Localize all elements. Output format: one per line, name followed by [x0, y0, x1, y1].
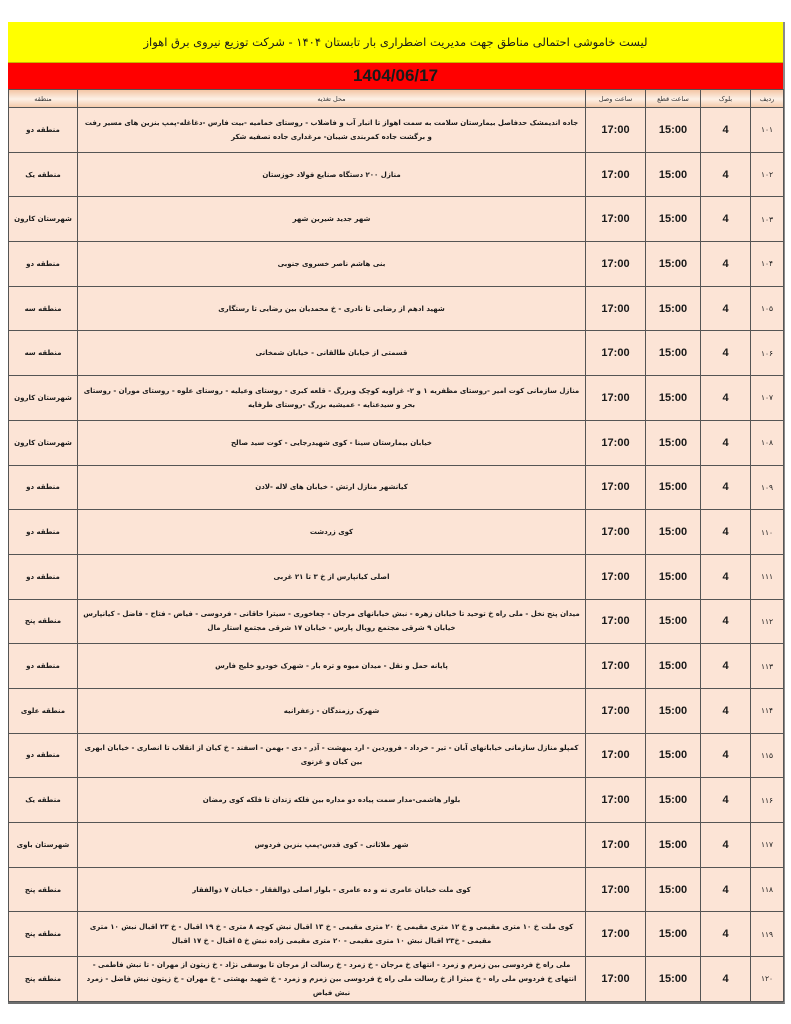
- block-cell: 4: [701, 376, 751, 421]
- region-cell: شهرستان باوی: [9, 823, 78, 868]
- table-row: [9, 465, 784, 510]
- connect-time-cell: 17:00: [586, 778, 646, 823]
- table-row: [9, 867, 784, 912]
- row-number-cell: ۱۱۵: [751, 733, 784, 778]
- location-cell: خیابان بیمارستان سینا - کوی شهیدرجایی - کوت سید صالح: [78, 420, 586, 465]
- location-cell: کوی ملت خ ۱۰ متری مقیمی و خ ۱۲ متری مقیمی خ ۲۰ متری مقیمی - خ ۱۳ اقبال نبش کوچه ۸ متری - خ ۱۹ اقبال - خ ۲۳ اقبال نبش ۱۰ متری مقیمی - خ۲۳ اقبال نبش ۱۰ متری مقیمی - ۲۰ متری مقیمی زاده نبش خ ۵ اقبال - خ ۱۷ اقبال: [78, 912, 586, 957]
- header-region: منطقه: [9, 90, 78, 108]
- cut-time-cell: 15:00: [646, 733, 701, 778]
- block-cell: 4: [701, 554, 751, 599]
- table-row: [9, 510, 784, 555]
- block-cell: 4: [701, 510, 751, 555]
- table-row: [9, 688, 784, 733]
- table-row: [9, 331, 784, 376]
- connect-time-cell: 17:00: [586, 554, 646, 599]
- region-cell: شهرستان کارون: [9, 197, 78, 242]
- region-cell: منطقه دو: [9, 733, 78, 778]
- region-cell: شهرستان کارون: [9, 420, 78, 465]
- location-cell: میدان پنج نخل - ملی راه خ توحید تا خیابان زهره - نبش خیابانهای مرجان - چغاخوری - سیترا خاقانی - فردوسی - فیاض - فتاح - فاضل - کیانپارس خیابان ۹ شرقی مجتمع رویال پارس - خیابان ۱۷ شرقی مجتمع استار مال: [78, 599, 586, 644]
- connect-time-cell: 17:00: [586, 152, 646, 197]
- region-cell: منطقه علوی: [9, 688, 78, 733]
- connect-time-cell: 17:00: [586, 733, 646, 778]
- location-cell: منازل ۲۰۰ دستگاه صنایع فولاد خوزستان: [78, 152, 586, 197]
- location-cell: شهر ملاثانی - کوی قدس-پمپ بنزین فردوس: [78, 823, 586, 868]
- cut-time-cell: 15:00: [646, 912, 701, 957]
- table-row: [9, 420, 784, 465]
- cut-time-cell: 15:00: [646, 867, 701, 912]
- table-row: [9, 733, 784, 778]
- block-cell: 4: [701, 823, 751, 868]
- row-number-cell: ۱۰۴: [751, 242, 784, 287]
- connect-time-cell: 17:00: [586, 823, 646, 868]
- row-number-cell: ۱۱۴: [751, 688, 784, 733]
- row-number-cell: ۱۰۸: [751, 420, 784, 465]
- location-cell: شهید ادهم از رضایی تا نادری - خ محمدیان بین رضایی تا رستگاری: [78, 286, 586, 331]
- table-row: [9, 286, 784, 331]
- location-cell: شهر جدید شیرین شهر: [78, 197, 586, 242]
- block-cell: 4: [701, 286, 751, 331]
- header-location: محل تغذیه: [78, 90, 586, 108]
- row-number-cell: ۱۱۳: [751, 644, 784, 689]
- row-number-cell: ۱۱۰: [751, 510, 784, 555]
- row-number-cell: ۱۱۱: [751, 554, 784, 599]
- document-title: لیست خاموشی احتمالی مناطق جهت مدیریت اضطراری بار تابستان ۱۴۰۴ - شرکت توزیع نیروی برق اهواز: [8, 22, 783, 63]
- cut-time-cell: 15:00: [646, 554, 701, 599]
- location-cell: بلوار هاشمی-مدار سمت پیاده دو مداره بین فلکه زندان تا فلکه کوی رمضان: [78, 778, 586, 823]
- location-cell: منازل سازمانی کوت امیر -روستای مظفریه ۱ و ۲- غزاویه کوچک وبزرگ - قلعه کبری - روستای وعیلیه - روستای علوه - روستای موران - روستای بحر و سیدعنایه - عمیشیه بزرگ -روستای طرفایه: [78, 376, 586, 421]
- connect-time-cell: 17:00: [586, 912, 646, 957]
- block-cell: 4: [701, 465, 751, 510]
- region-cell: منطقه پنج: [9, 867, 78, 912]
- table-row: [9, 778, 784, 823]
- cut-time-cell: 15:00: [646, 778, 701, 823]
- connect-time-cell: 17:00: [586, 197, 646, 242]
- header-row-number: ردیف: [751, 90, 784, 108]
- table-row: [9, 376, 784, 421]
- block-cell: 4: [701, 197, 751, 242]
- connect-time-cell: 17:00: [586, 465, 646, 510]
- block-cell: 4: [701, 688, 751, 733]
- row-number-cell: ۱۱۹: [751, 912, 784, 957]
- row-number-cell: ۱۱۷: [751, 823, 784, 868]
- row-number-cell: ۱۰۵: [751, 286, 784, 331]
- connect-time-cell: 17:00: [586, 644, 646, 689]
- location-cell: کوی ملت خیابان عامری نه و ده عامری - بلوار اصلی ذوالفقار - خیابان ۷ ذوالفقار: [78, 867, 586, 912]
- region-cell: منطقه دو: [9, 242, 78, 287]
- location-cell: کوی زردشت: [78, 510, 586, 555]
- block-cell: 4: [701, 644, 751, 689]
- block-cell: 4: [701, 867, 751, 912]
- region-cell: منطقه سه: [9, 286, 78, 331]
- region-cell: منطقه دو: [9, 465, 78, 510]
- table-row: [9, 912, 784, 957]
- header-cut-time: ساعت قطع: [646, 90, 701, 108]
- block-cell: 4: [701, 152, 751, 197]
- header-connect-time: ساعت وصل: [586, 90, 646, 108]
- header-block: بلوک: [701, 90, 751, 108]
- outage-schedule-sheet: [8, 22, 785, 1004]
- cut-time-cell: 15:00: [646, 957, 701, 1002]
- table-row: [9, 823, 784, 868]
- connect-time-cell: 17:00: [586, 599, 646, 644]
- connect-time-cell: 17:00: [586, 420, 646, 465]
- cut-time-cell: 15:00: [646, 197, 701, 242]
- table-row: [9, 644, 784, 689]
- region-cell: منطقه سه: [9, 331, 78, 376]
- cut-time-cell: 15:00: [646, 420, 701, 465]
- cut-time-cell: 15:00: [646, 286, 701, 331]
- block-cell: 4: [701, 957, 751, 1002]
- location-cell: پایانه حمل و نقل - میدان میوه و تره بار - شهرک خودرو خلیج فارس: [78, 644, 586, 689]
- row-number-cell: ۱۰۷: [751, 376, 784, 421]
- connect-time-cell: 17:00: [586, 688, 646, 733]
- connect-time-cell: 17:00: [586, 331, 646, 376]
- table-row: [9, 152, 784, 197]
- cut-time-cell: 15:00: [646, 688, 701, 733]
- cut-time-cell: 15:00: [646, 823, 701, 868]
- table-row: [9, 242, 784, 287]
- location-cell: اصلی کیانپارس از خ ۳ تا ۲۱ غربی: [78, 554, 586, 599]
- cut-time-cell: 15:00: [646, 242, 701, 287]
- row-number-cell: ۱۲۰: [751, 957, 784, 1002]
- table-row: [9, 108, 784, 153]
- block-cell: 4: [701, 242, 751, 287]
- block-cell: 4: [701, 912, 751, 957]
- region-cell: منطقه دو: [9, 554, 78, 599]
- row-number-cell: ۱۱۶: [751, 778, 784, 823]
- location-cell: شهرک رزمندگان - زعفرانیه: [78, 688, 586, 733]
- cut-time-cell: 15:00: [646, 331, 701, 376]
- table-body: [9, 108, 784, 1002]
- region-cell: منطقه دو: [9, 510, 78, 555]
- cut-time-cell: 15:00: [646, 108, 701, 153]
- region-cell: منطقه پنج: [9, 599, 78, 644]
- location-cell: بنی هاشم ناصر خسروی جنوبی: [78, 242, 586, 287]
- schedule-date: 1404/06/17: [8, 63, 783, 89]
- connect-time-cell: 17:00: [586, 242, 646, 287]
- row-number-cell: ۱۰۳: [751, 197, 784, 242]
- location-cell: کمپلو منازل سازمانی خیابانهای آبان - تیر - خرداد - فروردین - ارد یبهشت - آذر - دی - بهمن - اسفند - خ کیان از انقلاب تا انصاری - خیابان ابهری بین کیان و غزنوی: [78, 733, 586, 778]
- block-cell: 4: [701, 778, 751, 823]
- table-row: [9, 599, 784, 644]
- table-row: [9, 957, 784, 1002]
- block-cell: 4: [701, 733, 751, 778]
- connect-time-cell: 17:00: [586, 957, 646, 1002]
- row-number-cell: ۱۱۸: [751, 867, 784, 912]
- cut-time-cell: 15:00: [646, 644, 701, 689]
- block-cell: 4: [701, 331, 751, 376]
- connect-time-cell: 17:00: [586, 867, 646, 912]
- cut-time-cell: 15:00: [646, 465, 701, 510]
- outage-table: [8, 89, 784, 1002]
- table-row: [9, 554, 784, 599]
- location-cell: ملی راه خ فردوسی بین زمزم و زمرد - انتهای خ مرجان - خ زمرد - خ رسالت از مرجان تا یوسفی نژاد - خ زیتون از مهران - تا نبش فاطمی - انتهای خ فردوس ملی راه - خ میترا از خ رسالت ملی راه خ فردوسی بین زمزم و زمرد - خ شهید بهشتی - خ مهران - خ زیتون نبش فاضل - زمرد نبش فیاض: [78, 957, 586, 1002]
- row-number-cell: ۱۱۲: [751, 599, 784, 644]
- cut-time-cell: 15:00: [646, 510, 701, 555]
- region-cell: منطقه دو: [9, 108, 78, 153]
- location-cell: جاده اندیمشک حدفاصل بیمارستان سلامت به سمت اهواز تا انبار آب و فاضلاب - روستای خمامیه -بیت فارس -دغاغله-پمپ بنزین های مسیر رفت و برگشت جاده کمربندی شیبان- مرغداری جاده تصفیه شکر: [78, 108, 586, 153]
- connect-time-cell: 17:00: [586, 286, 646, 331]
- region-cell: منطقه پنج: [9, 912, 78, 957]
- row-number-cell: ۱۰۹: [751, 465, 784, 510]
- cut-time-cell: 15:00: [646, 376, 701, 421]
- location-cell: قسمتی از خیابان طالقانی - خیابان شمخانی: [78, 331, 586, 376]
- table-row: [9, 197, 784, 242]
- region-cell: شهرستان کارون: [9, 376, 78, 421]
- region-cell: منطقه پنج: [9, 957, 78, 1002]
- row-number-cell: ۱۰۱: [751, 108, 784, 153]
- block-cell: 4: [701, 420, 751, 465]
- block-cell: 4: [701, 108, 751, 153]
- row-number-cell: ۱۰۶: [751, 331, 784, 376]
- cut-time-cell: 15:00: [646, 599, 701, 644]
- region-cell: منطقه دو: [9, 644, 78, 689]
- table-header-row: [9, 90, 784, 108]
- region-cell: منطقه یک: [9, 152, 78, 197]
- connect-time-cell: 17:00: [586, 376, 646, 421]
- connect-time-cell: 17:00: [586, 510, 646, 555]
- row-number-cell: ۱۰۲: [751, 152, 784, 197]
- cut-time-cell: 15:00: [646, 152, 701, 197]
- connect-time-cell: 17:00: [586, 108, 646, 153]
- block-cell: 4: [701, 599, 751, 644]
- region-cell: منطقه یک: [9, 778, 78, 823]
- location-cell: کیانشهر منازل ارتش - خیابان های لاله -لادن: [78, 465, 586, 510]
